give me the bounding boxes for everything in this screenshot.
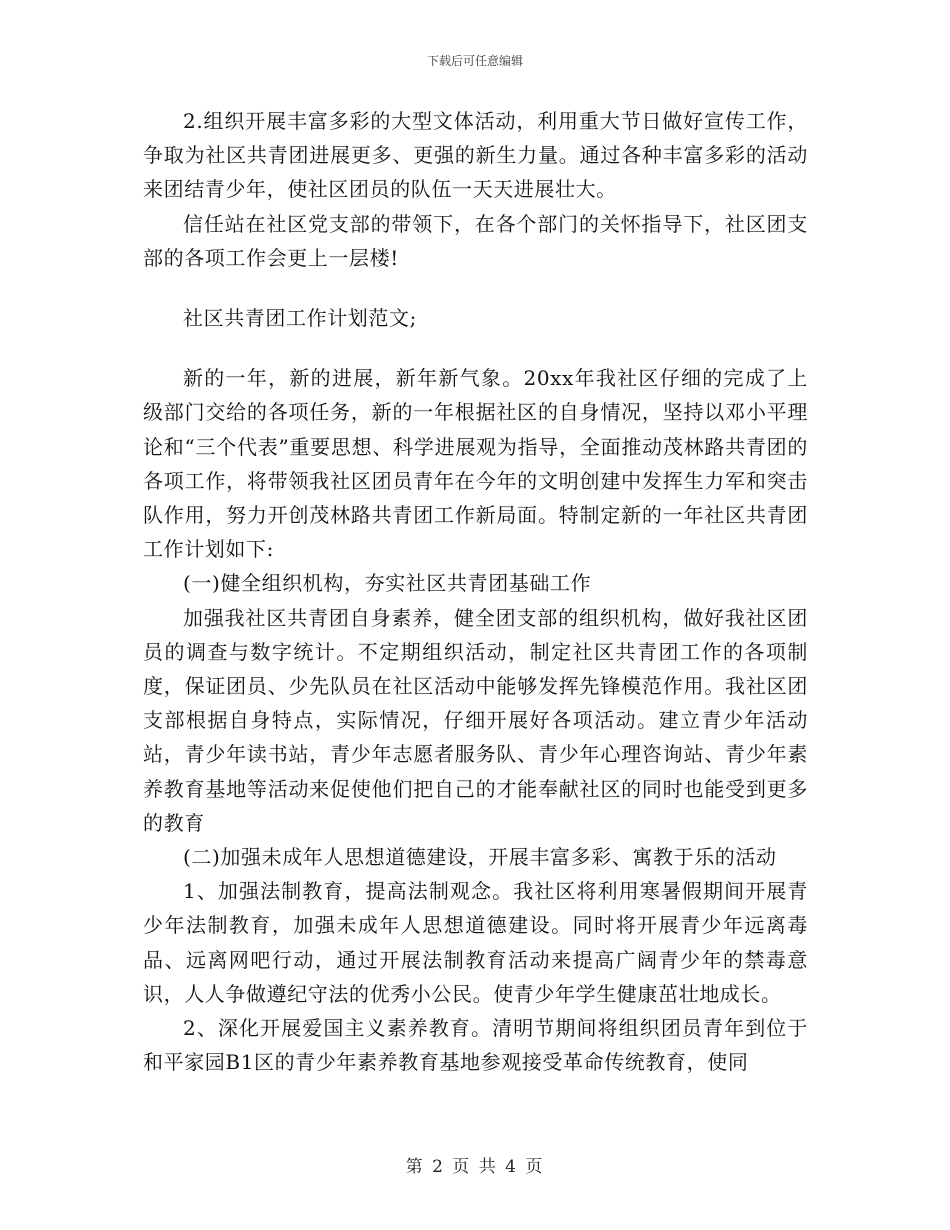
paragraph-legal-education: 1、加强法制教育，提高法制观念。我社区将利用寒暑假期间开展青少年法制教育，加强未成年人思想道德建设。同时将开展青少年远离毒品、远离网吧行动，通过开展法制教育活动来提高广阔青少年的禁毒意识，人人争做遵纪守法的优秀小公民。使青少年学生健康茁壮地成长。 (143, 879, 808, 1006)
document-body (143, 104, 808, 1079)
paragraph-patriotic-education: 2、深化开展爱国主义素养教育。清明节期间将组织团员青年到位于和平家园B1区的青少年素养教育基地参观接受革命传统教育，使同 (143, 1016, 808, 1075)
spacer (143, 275, 808, 301)
page-footer: 第 2 页 共 4 页 (405, 1157, 545, 1177)
paragraph-organization: 加强我社区共青团自身素养，健全团支部的组织机构，做好我社区团员的调查与数字统计。不定期组织活动，制定社区共青团工作的各项制度，保证团员、少先队员在社区活动中能够发挥先锋模范作用。我社区团支部根据自身特点，实际情况，仔细开展好各项活动。建立青少年活动站，青少年读书站，青少年志愿者服务队、青少年心理咨询站、青少年素养教育基地等活动来促使他们把自己的才能奉献社区的同时也能受到更多的教育 (143, 605, 808, 835)
paragraph-new-year: 新的一年，新的进展，新年新气象。20xx年我社区仔细的完成了上级部门交给的各项任务，新的一年根据社区的自身情况，坚持以邓小平理论和“三个代表”重要思想、科学进展观为指导，全面推动茂林路共青团的各项工作，将带领我社区团员青年在今年的文明创建中发挥生力军和突击队作用，努力开创茂林路共青团工作新局面。特制定新的一年社区共青团工作计划如下: (143, 366, 808, 562)
heading-two: (二)加强未成年人思想道德建设，开展丰富多彩、寓教于乐的活动 (183, 845, 777, 870)
paragraph-trust: 信任站在社区党支部的带领下，在各个部门的关怀指导下，社区团支部的各项工作会更上一层楼! (143, 211, 808, 270)
spacer (143, 335, 808, 361)
paragraph-activities: 2.组织开展丰富多彩的大型文体活动，利用重大节日做好宣传工作，争取为社区共青团进展更多、更强的新生力量。通过各种丰富多彩的活动来团结青少年，使社区团员的队伍一天天进展壮大。 (143, 109, 808, 202)
heading-one: (一)健全组织机构，夯实社区共青团基础工作 (183, 571, 592, 596)
page-header: 下载后可任意编辑 (426, 54, 523, 68)
section-title: 社区共青团工作计划范文; (183, 306, 417, 331)
